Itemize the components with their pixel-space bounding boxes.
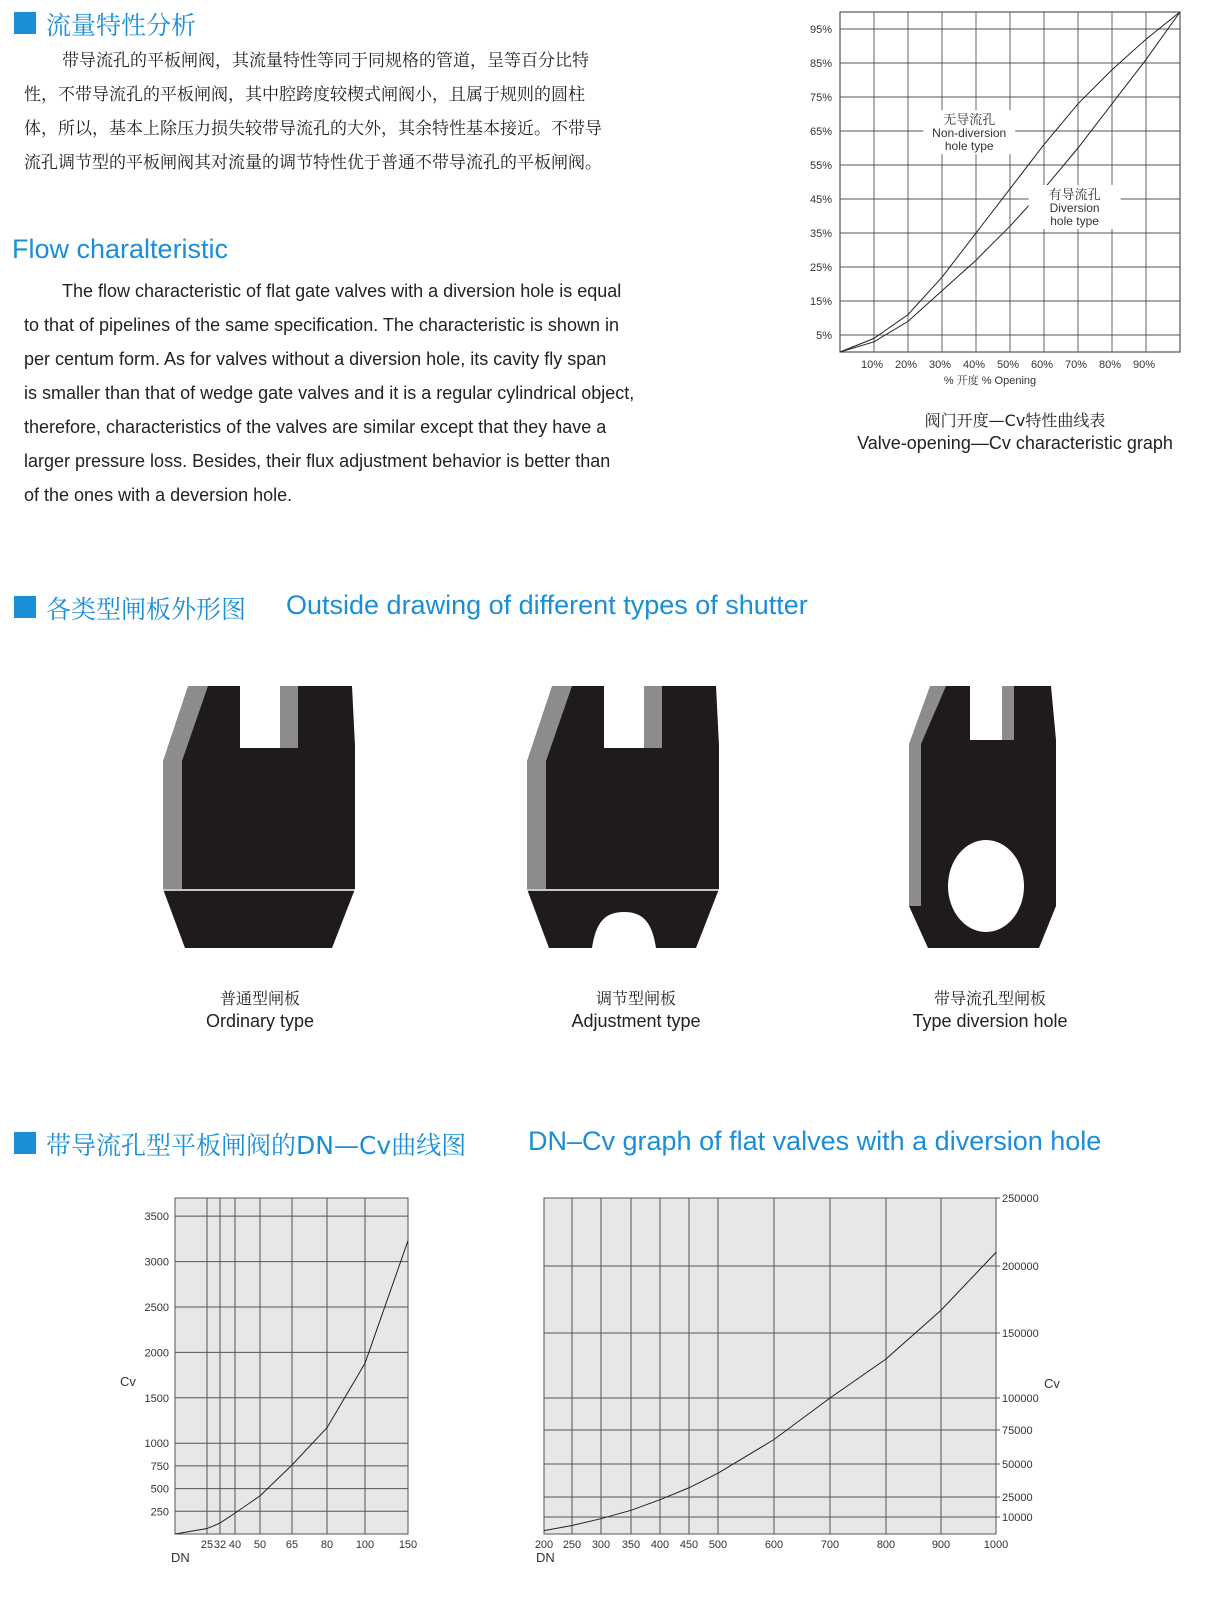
chart3-y-tick: 100000: [1002, 1393, 1039, 1405]
chart2-y-tick: 3000: [144, 1256, 169, 1269]
section3-title-en: DN–Cv graph of flat valves with a diversion hole: [528, 1126, 1102, 1156]
chart2-x-tick: 32: [213, 1539, 227, 1551]
para-cn-line: 性，不带导流孔的平板闸阀，其中腔跨度较楔式闸阀小，且属于规则的圆柱: [24, 85, 585, 105]
dn-cv-large-chart: [528, 1190, 1088, 1595]
shutter-caption-adjustment: [536, 988, 736, 1032]
para-cn-line: 体，所以，基本上除压力损失较带导流孔的大外，其余特性基本接近。不带导: [24, 119, 602, 139]
chart2-y-tick: 1500: [144, 1392, 169, 1405]
adjustment-shutter-drawing: [524, 686, 724, 952]
chart3-x-tick: 450: [679, 1539, 699, 1551]
para-en-line: larger pressure loss. Besides, their flux adjustment behavior is better than: [24, 451, 611, 471]
shutter-slot: [970, 686, 1002, 740]
chart1-y-tick: 65%: [809, 126, 832, 138]
section1-paragraph-cn: [24, 44, 674, 180]
chart3-x-tick: 400: [650, 1539, 670, 1551]
chart3-x-tick: 1000: [983, 1539, 1009, 1551]
diversion-hole: [948, 840, 1024, 932]
chart1-series-label-en: hole type: [1050, 214, 1099, 228]
chart3-y-tick: 150000: [1002, 1328, 1039, 1340]
section1-paragraph-en: [24, 274, 674, 512]
chart2-x-tick: 25: [200, 1539, 214, 1551]
shutter-caption-ordinary: [160, 988, 360, 1032]
chart2-x-label: DN: [171, 1550, 190, 1565]
section2-title-cn: 各类型闸板外形图: [46, 595, 247, 624]
chart1-x-tick: 90%: [1132, 359, 1156, 371]
chart1-y-tick: 5%: [816, 330, 832, 342]
chart2-x-tick: 50: [253, 1539, 267, 1551]
chart3-y-label: Cv: [1044, 1376, 1060, 1391]
shutter-slot-edge: [644, 686, 662, 748]
chart1-series-label-cn: 无导流孔: [943, 112, 996, 128]
chart1-y-tick: 85%: [809, 58, 832, 70]
chart3-x-tick: 600: [764, 1539, 784, 1551]
chart2-y-tick: 2500: [144, 1301, 169, 1314]
chart1-x-tick: 40%: [962, 359, 986, 371]
shutter-caption-diversion: [880, 988, 1100, 1032]
chart1-series-label-en: Non-diversion: [932, 126, 1007, 141]
chart3-x-tick: 800: [876, 1539, 896, 1551]
chart2-x-tick: 40: [228, 1539, 242, 1551]
chart1-x-tick: 80%: [1098, 359, 1122, 371]
chart1-x-tick: 60%: [1030, 359, 1054, 371]
chart1-y-tick: 35%: [809, 228, 832, 240]
chart2-x-tick: 80: [320, 1539, 334, 1551]
section-marker-icon: [14, 1132, 36, 1154]
shutter-slot: [240, 686, 280, 748]
chart3-x-tick: 900: [931, 1539, 951, 1551]
shutter-bottom: [163, 889, 355, 948]
para-en-line: The flow characteristic of flat gate valves with a diversion hole is equal: [62, 281, 622, 301]
chart3-x-label: DN: [536, 1550, 555, 1565]
chart2-x-tick: 150: [398, 1539, 418, 1551]
chart2-y-tick: 750: [150, 1460, 169, 1473]
shutter-caption-cn: 调节型闸板: [595, 989, 676, 1008]
chart1-series-label-cn: 有导流孔: [1048, 187, 1101, 202]
chart3-x-tick: 300: [591, 1539, 611, 1551]
chart2-y-label: Cv: [120, 1374, 136, 1389]
chart3-x-tick: 500: [708, 1539, 728, 1551]
chart1-y-tick: 15%: [809, 296, 832, 308]
chart2-y-tick: 250: [150, 1506, 169, 1519]
shutter-caption-cn: 带导流孔型闸板: [933, 989, 1046, 1008]
chart2-x-tick: 65: [285, 1539, 299, 1551]
chart1-x-tick: 10%: [860, 359, 884, 371]
shutter-caption-cn: 普通型闸板: [219, 989, 300, 1008]
chart1-title: 阀门开度—Cv特性曲线表: [924, 411, 1106, 430]
chart3-y-tick: 25000: [1002, 1492, 1033, 1504]
chart1-x-tick: 20%: [894, 359, 918, 371]
shutter-slot: [604, 686, 644, 748]
chart1-x-tick: 30%: [928, 359, 952, 371]
chart1-y-tick: 75%: [809, 92, 832, 104]
chart1-x-tick: 50%: [996, 359, 1020, 371]
chart2-x-tick: 100: [355, 1539, 375, 1551]
shutter-slot-edge: [1002, 686, 1014, 740]
chart3-y-tick: 250000: [1002, 1193, 1039, 1205]
shutter-caption-en: Adjustment type: [571, 1011, 701, 1031]
chart1-caption: [830, 410, 1200, 454]
chart3-x-tick: 350: [621, 1539, 641, 1551]
para-en-line: per centum form. As for valves without a diversion hole, its cavity fly span: [24, 349, 607, 369]
chart3-y-tick: 10000: [1002, 1512, 1033, 1524]
chart2-y-tick: 3500: [144, 1211, 169, 1224]
section-marker-icon: [14, 596, 36, 618]
chart2-y-tick: 2000: [144, 1347, 169, 1360]
chart3-plot-area: [544, 1198, 996, 1534]
shutter-caption-en: Type diversion hole: [912, 1011, 1068, 1031]
valve-opening-cv-chart: [800, 4, 1200, 394]
dn-cv-small-chart: [110, 1190, 430, 1595]
shutter-slot-edge: [280, 686, 298, 748]
section3-title-cn: 带导流孔型平板闸阀的DN—Cv曲线图: [46, 1131, 467, 1160]
para-cn-line: 带导流孔的平板闸阀，其流量特性等同于同规格的管道，呈等百分比特: [62, 51, 589, 71]
chart1-y-tick: 25%: [809, 262, 832, 274]
para-en-line: to that of pipelines of the same specification. The characteristic is shown in: [24, 315, 619, 335]
chart1-x-tick: 70%: [1064, 359, 1088, 371]
chart1-y-tick: 95%: [809, 24, 832, 36]
chart2-y-tick: 1000: [144, 1438, 169, 1451]
section1-title-cn: 流量特性分析: [46, 11, 197, 40]
chart3-x-tick: 700: [820, 1539, 840, 1551]
para-en-line: is smaller than that of wedge gate valves and it is a regular cylindrical object,: [24, 383, 635, 403]
chart1-x-label: % 开度 % Opening: [943, 375, 1037, 387]
ordinary-shutter-drawing: [160, 686, 360, 952]
chart3-y-tick: 50000: [1002, 1459, 1033, 1471]
section1-title-en: Flow charalteristic: [12, 234, 229, 264]
chart3-x-tick: 250: [562, 1539, 582, 1551]
para-en-line: of the ones with a deversion hole.: [24, 485, 293, 505]
chart2-y-tick: 500: [150, 1483, 169, 1496]
para-cn-line: 流孔调节型的平板闸阀其对流量的调节特性优于普通不带导流孔的平板闸阀。: [24, 153, 602, 173]
chart3-y-tick: 200000: [1002, 1261, 1039, 1273]
chart1-y-tick: 45%: [809, 194, 832, 206]
chart1-series-label-en: hole type: [944, 139, 994, 154]
chart3-y-tick: 75000: [1002, 1425, 1033, 1437]
diversion-hole-shutter-drawing: [906, 686, 1066, 952]
shutter-bottom-notched: [527, 889, 719, 948]
chart3-x-tick: 200: [534, 1539, 554, 1551]
section-marker-icon: [14, 12, 36, 34]
chart1-series-label-en: Diversion: [1049, 201, 1100, 215]
chart1-y-tick: 55%: [809, 160, 832, 172]
section2-title-en: Outside drawing of different types of shutter: [286, 590, 808, 620]
chart1-subtitle: Valve-opening—Cv characteristic graph: [857, 433, 1173, 453]
para-en-line: therefore, characteristics of the valves are similar except that they have a: [24, 417, 607, 437]
shutter-caption-en: Ordinary type: [205, 1011, 315, 1031]
